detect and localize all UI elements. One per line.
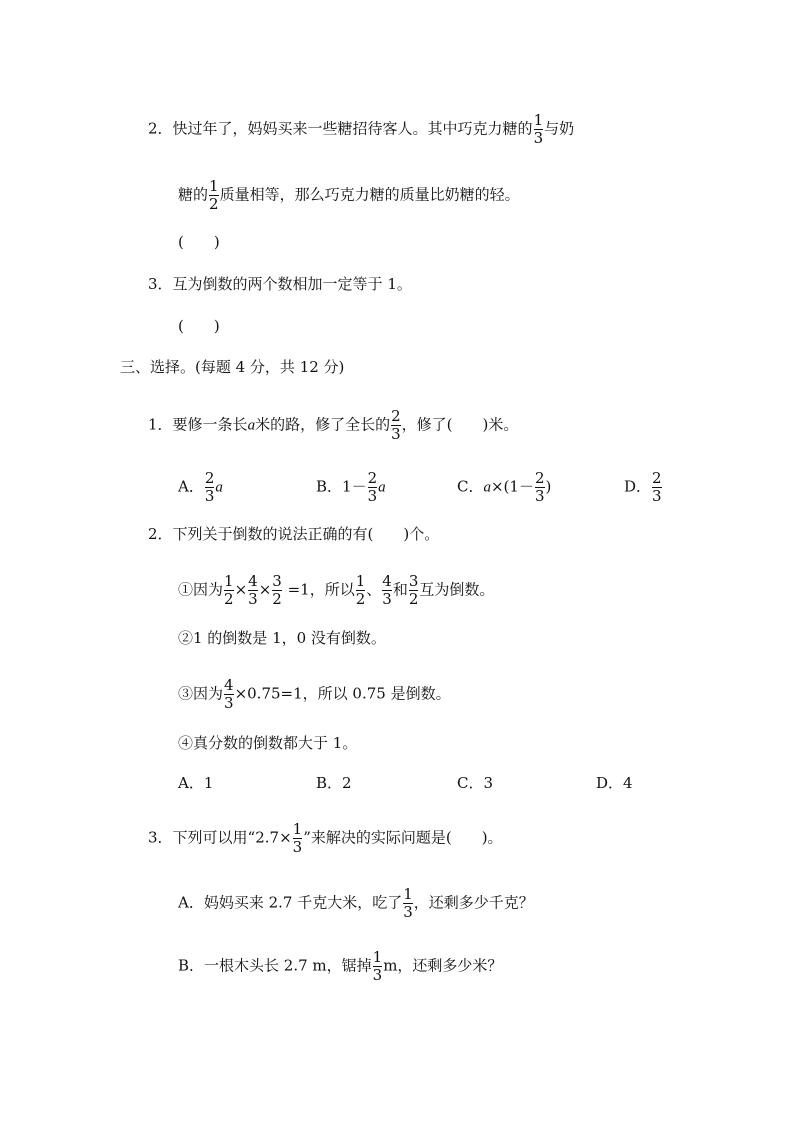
- judge-q3-answer-blank[interactable]: ( ): [178, 317, 220, 335]
- question-text: 互为倒数的两个数相加一定等于 1。: [172, 275, 412, 293]
- choice-q2-option-b[interactable]: B．2: [316, 774, 352, 792]
- question-text: ”来解决的实际问题是( )。: [303, 828, 503, 847]
- choice-q1-option-b[interactable]: B．1－ $\frac{2}{3}$ a: [316, 469, 386, 505]
- judge-q2-line2: [178, 178, 520, 213]
- fraction: $\frac{1}{3}$: [372, 948, 383, 984]
- judge-q3-line: [148, 274, 412, 294]
- statement-3: ③因为 $\frac{4}{3}$ ×0.75=1，所以 0.75 是倒数。: [178, 676, 451, 712]
- choice-q3-stem: [148, 821, 503, 856]
- choice-q2-option-d[interactable]: D．4: [596, 774, 633, 792]
- choice-q3-option-a[interactable]: A．妈妈买来 2.7 千克大米，吃了 $\frac{1}{3}$ ，还剩多少千克？: [178, 885, 534, 921]
- choice-q2-option-a[interactable]: A．1: [178, 774, 214, 792]
- variable: a: [247, 417, 256, 434]
- statement-4: ④真分数的倒数都大于 1。: [178, 734, 358, 752]
- choice-q1-stem: [148, 408, 518, 443]
- fraction: $\frac{1}{2}$: [355, 572, 366, 608]
- choice-q3-option-b[interactable]: B．一根木头长 2.7 m，锯掉 $\frac{1}{3}$ m，还剩多少米？: [178, 948, 503, 984]
- question-text: 米的路，修了全长的: [255, 415, 391, 434]
- statement-2: ②1 的倒数是 1，0 没有倒数。: [178, 629, 386, 647]
- question-text: 下列可以用“2.7×: [172, 828, 292, 847]
- choice-q1-option-d[interactable]: D． $\frac{2}{3}$: [624, 469, 662, 505]
- fraction: $\frac{2}{3}$: [652, 469, 662, 505]
- fraction: $\frac{1}{2}$: [224, 572, 234, 608]
- fraction: $\frac{4}{3}$: [382, 572, 392, 608]
- fraction: $\frac{1}{3}$: [403, 885, 413, 921]
- question-number: 2．: [148, 525, 173, 543]
- question-number: 3．: [148, 275, 173, 293]
- judge-q2-line1: [148, 112, 574, 147]
- question-number: 1．: [148, 415, 173, 434]
- fraction: $\frac{2}{3}$: [391, 407, 401, 443]
- fraction: $\frac{2}{3}$: [204, 469, 215, 505]
- question-number: 2．: [148, 119, 173, 138]
- choice-q1-option-a[interactable]: A． $\frac{2}{3}$ a: [178, 469, 223, 505]
- question-text: 糖的: [178, 185, 209, 204]
- fraction: $\frac{1}{2}$: [209, 177, 219, 213]
- choice-q2-stem: [148, 524, 439, 544]
- judge-q2-answer-blank[interactable]: ( ): [178, 233, 220, 251]
- fraction: $\frac{3}{2}$: [272, 572, 282, 608]
- fraction: $\frac{3}{2}$: [408, 572, 419, 608]
- fraction: $\frac{4}{3}$: [224, 676, 234, 712]
- fraction: $\frac{1}{3}$: [292, 820, 303, 856]
- section-title: 三、选择。(每题 4 分，共 12 分): [120, 358, 345, 376]
- fraction: $\frac{1}{3}$: [533, 111, 544, 147]
- question-text: 要修一条长: [172, 415, 248, 434]
- choice-q2-option-c[interactable]: C．3: [457, 774, 494, 792]
- question-text: 下列关于倒数的说法正确的有( )个。: [172, 525, 440, 543]
- question-text: 质量相等，那么巧克力糖的质量比奶糖的轻。: [219, 185, 520, 204]
- question-text: 快过年了，妈妈买来一些糖招待客人。其中巧克力糖的: [172, 119, 533, 138]
- fraction: $\frac{2}{3}$: [534, 469, 545, 505]
- question-text: 与奶: [544, 119, 575, 138]
- question-text: ，修了( )米。: [401, 415, 519, 434]
- choice-q1-option-c[interactable]: C．a×(1－ $\frac{2}{3}$ ): [457, 469, 552, 505]
- fraction: $\frac{4}{3}$: [248, 572, 258, 608]
- fraction: $\frac{2}{3}$: [367, 469, 378, 505]
- statement-1: ①因为 $\frac{1}{2}$ × $\frac{4}{3}$ × $\frac{3}{2}$ =1，所以 $\frac{1}{2}$ 、 $\frac{4}{3}$ 和 $\frac{3}{2}$ 互为倒数。: [178, 572, 495, 608]
- question-number: 3．: [148, 828, 173, 847]
